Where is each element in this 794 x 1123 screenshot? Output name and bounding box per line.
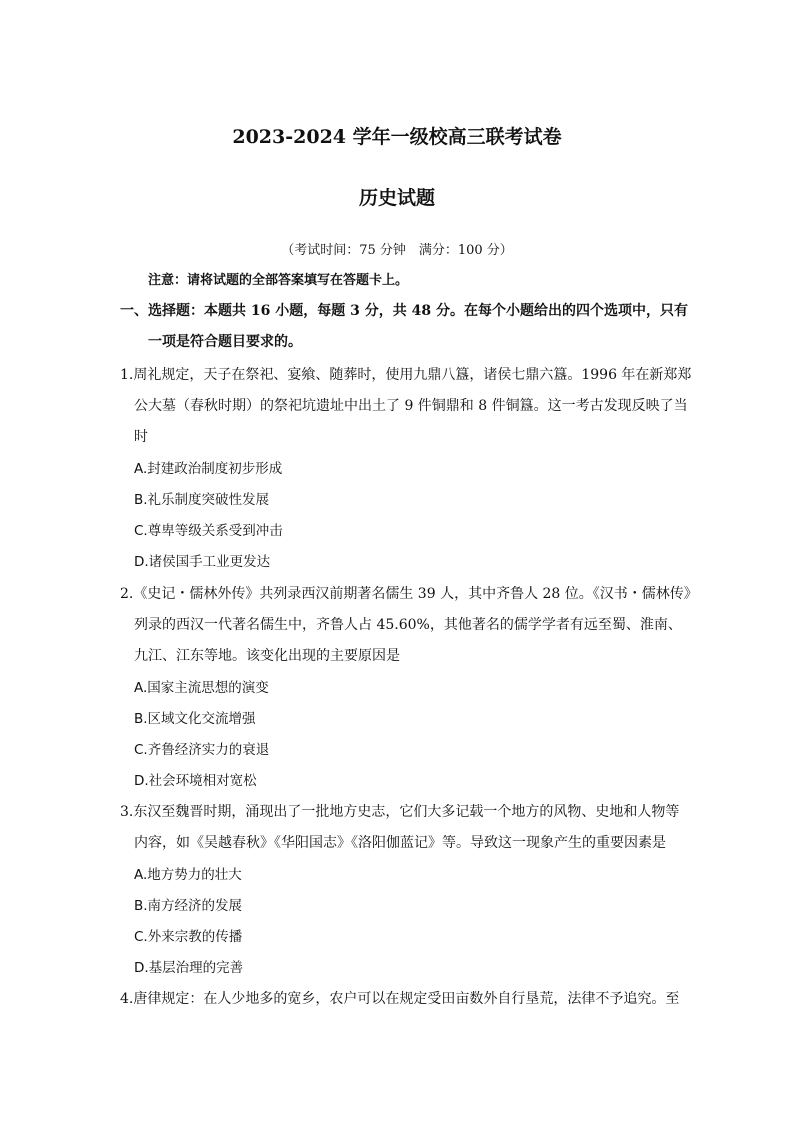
exam-title: 2023-2024 学年一级校高三联考试卷 [232,126,562,148]
question-3-option-c[interactable]: C.外来宗教的传播 [134,929,243,945]
question-3-option-d[interactable]: D.基层治理的完善 [134,960,244,976]
question-3-option-a[interactable]: A.地方势力的壮大 [134,867,242,883]
question-2-option-d[interactable]: D.社会环境相对宽松 [134,773,257,789]
exam-notice: 注意：请将试题的全部答案填写在答题卡上。 [148,273,409,288]
question-1-option-d[interactable]: D.诸侯国手工业更发达 [134,554,271,570]
question-2-option-a[interactable]: A.国家主流思想的演变 [134,680,269,696]
exam-info: （考试时间：75 分钟 满分：100 分） [281,243,513,258]
question-3-option-b[interactable]: B.南方经济的发展 [134,898,243,914]
question-2-option-c[interactable]: C.齐鲁经济实力的衰退 [134,742,270,758]
question-2-option-b[interactable]: B.区域文化交流增强 [134,711,256,727]
question-1-option-a[interactable]: A.封建政治制度初步形成 [134,461,283,477]
question-1-option-c[interactable]: C.尊卑等级关系受到冲击 [134,523,283,539]
exam-subject: 历史试题 [358,187,435,209]
section-heading-line1: 一、选择题：本题共 16 小题，每题 3 分，共 48 分。在每个小题给出的四个选项中，只有 [120,303,688,319]
section-heading-line2: 一项是符合题目要求的。 [148,334,302,350]
question-1-option-b[interactable]: B.礼乐制度突破性发展 [134,492,270,508]
question-2-line-3: 九江、江东等地。该变化出现的主要原因是 [134,648,400,664]
question-1-line-2: 公大墓（春秋时期）的祭祀坑遗址中出土了 9 件铜鼎和 8 件铜簋。这一考古发现反映了当 [134,398,688,414]
question-4-line-1: 4.唐律规定：在人少地多的宽乡，农户可以在规定受田亩数外自行垦荒，法律不予追究。至 [120,991,680,1007]
question-2-line-1: 2.《史记・儒林外传》共列录西汉前期著名儒生 39 人，其中齐鲁人 28 位。《汉书・儒林传》 [120,586,698,602]
question-2-line-2: 列录的西汉一代著名儒生中，齐鲁人占 45.60%，其他著名的儒学学者有远至蜀、淮南、 [134,617,682,633]
question-1-line-1: 1.周礼规定，天子在祭祀、宴飨、随葬时，使用九鼎八簋，诸侯七鼎六簋。1996 年在新郑郑 [120,367,692,383]
question-1-line-3: 时 [134,429,148,445]
question-3-line-1: 3.东汉至魏晋时期，涌现出了一批地方史志，它们大多记载一个地方的风物、史地和人物等 [120,804,680,820]
question-3-line-2: 内容，如《吴越春秋》《华阳国志》《洛阳伽蓝记》等。导致这一现象产生的重要因素是 [134,835,666,851]
